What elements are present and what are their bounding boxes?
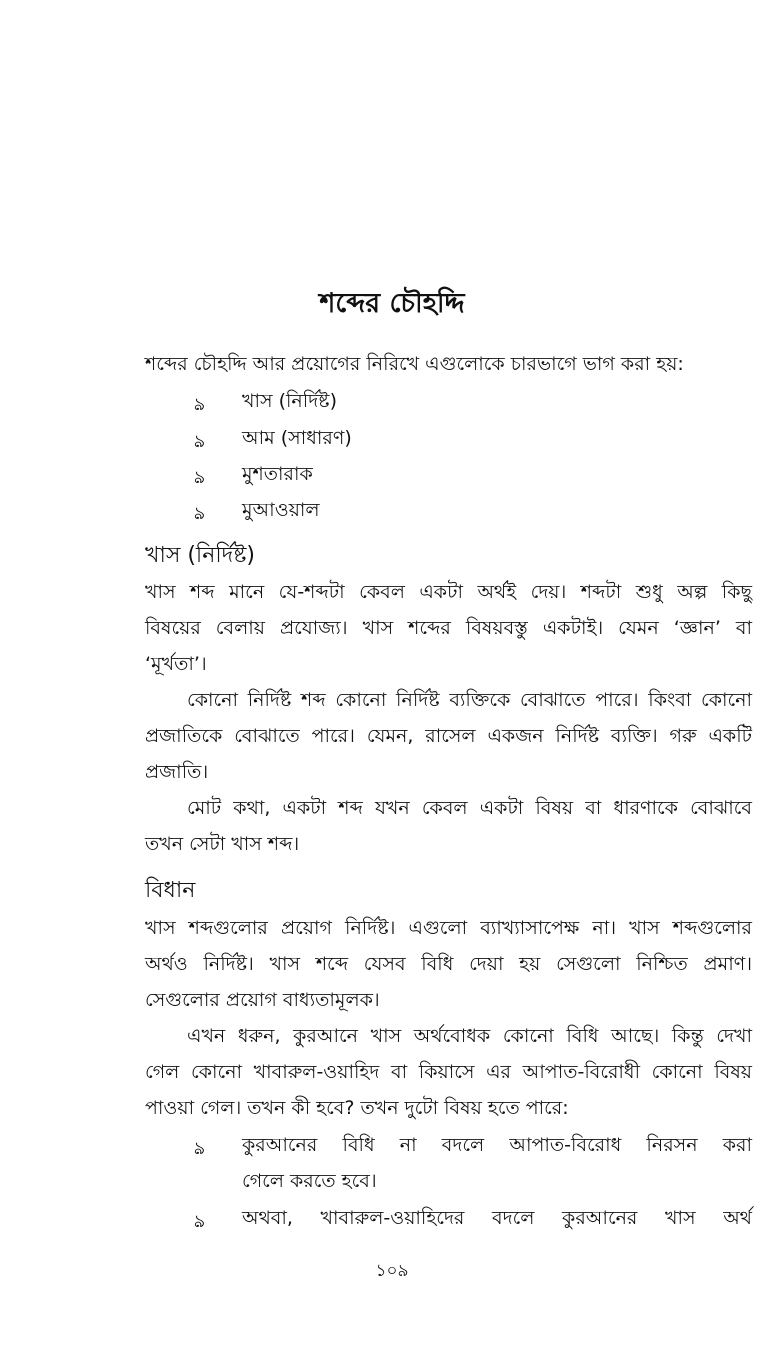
intro-text: শব্দের চৌহদ্দি আর প্রয়োগের নিরিখে এগুলোকে চারভাগে ভাগ করা হয়:	[145, 353, 684, 375]
bullet-icon: ঌ	[194, 394, 205, 415]
page-number: ১০৯	[375, 1261, 409, 1281]
paragraph-line: এখন ধরুন, কুরআনে খাস অর্থবোধক কোনো বিধি আছে। কিন্তু দেখা	[187, 1025, 752, 1047]
list-item: মুশতারাক	[242, 463, 313, 485]
paragraph-line: কোনো নির্দিষ্ট শব্দ কোনো নির্দিষ্ট ব্যক্তিকে বোঝাতে পারে। কিংবা কোনো	[187, 689, 752, 711]
paragraph-line: অর্থও নির্দিষ্ট। খাস শব্দে যেসব বিধি দেয়া হয় সেগুলো নিশ্চিত প্রমাণ।	[145, 953, 752, 975]
paragraph-line: ‘মূর্খতা’।	[145, 653, 207, 675]
list-item: অথবা, খাবারুল-ওয়াহিদের বদলে কুরআনের খাস অর্থ	[242, 1207, 752, 1229]
paragraph-line: সেগুলোর প্রয়োগ বাধ্যতামূলক।	[145, 989, 380, 1011]
bullet-icon: ঌ	[194, 467, 205, 488]
bullet-icon: ঌ	[194, 431, 205, 452]
bullet-icon: ঌ	[194, 1211, 205, 1232]
list-item: খাস (নির্দিষ্ট)	[242, 390, 337, 412]
list-item-continued: গেলে করতে হবে।	[242, 1170, 377, 1192]
list-item: কুরআনের বিধি না বদলে আপাত-বিরোধ নিরসন করা	[242, 1134, 752, 1156]
section-heading: খাস (নির্দিষ্ট)	[145, 543, 255, 568]
list-item: মুআওয়াল	[242, 499, 320, 521]
paragraph-line: তখন সেটা খাস শব্দ।	[145, 833, 300, 855]
section-heading: বিধান	[145, 878, 196, 903]
paragraph-line: প্রজাতি।	[145, 761, 209, 783]
page-title: শব্দের চৌহদ্দি	[319, 288, 465, 319]
paragraph-line: খাস শব্দ মানে যে-শব্দটা কেবল একটা অর্থই দেয়। শব্দটা শুধু অল্প কিছু	[145, 581, 752, 603]
paragraph-line: মোট কথা, একটা শব্দ যখন কেবল একটা বিষয় বা ধারণাকে বোঝাবে	[187, 797, 752, 819]
paragraph-line: বিষয়ের বেলায় প্রযোজ্য। খাস শব্দের বিষয়বস্তু একটাই। যেমন ‘জ্ঞান’ বা	[145, 617, 752, 639]
bullet-icon: ঌ	[194, 1138, 205, 1159]
bullet-icon: ঌ	[194, 503, 205, 524]
paragraph-line: প্রজাতিকে বোঝাতে পারে। যেমন, রাসেল একজন নির্দিষ্ট ব্যক্তি। গরু একটি	[145, 725, 752, 747]
paragraph-line: পাওয়া গেল। তখন কী হবে? তখন দুটো বিষয় হতে পারে:	[145, 1097, 569, 1119]
paragraph-line: খাস শব্দগুলোর প্রয়োগ নির্দিষ্ট। এগুলো ব্যাখ্যাসাপেক্ষ না। খাস শব্দগুলোর	[145, 917, 752, 939]
paragraph-line: গেল কোনো খাবারুল-ওয়াহিদ বা কিয়াসে এর আপাত-বিরোধী কোনো বিষয়	[145, 1061, 752, 1083]
list-item: আম (সাধারণ)	[242, 427, 352, 449]
